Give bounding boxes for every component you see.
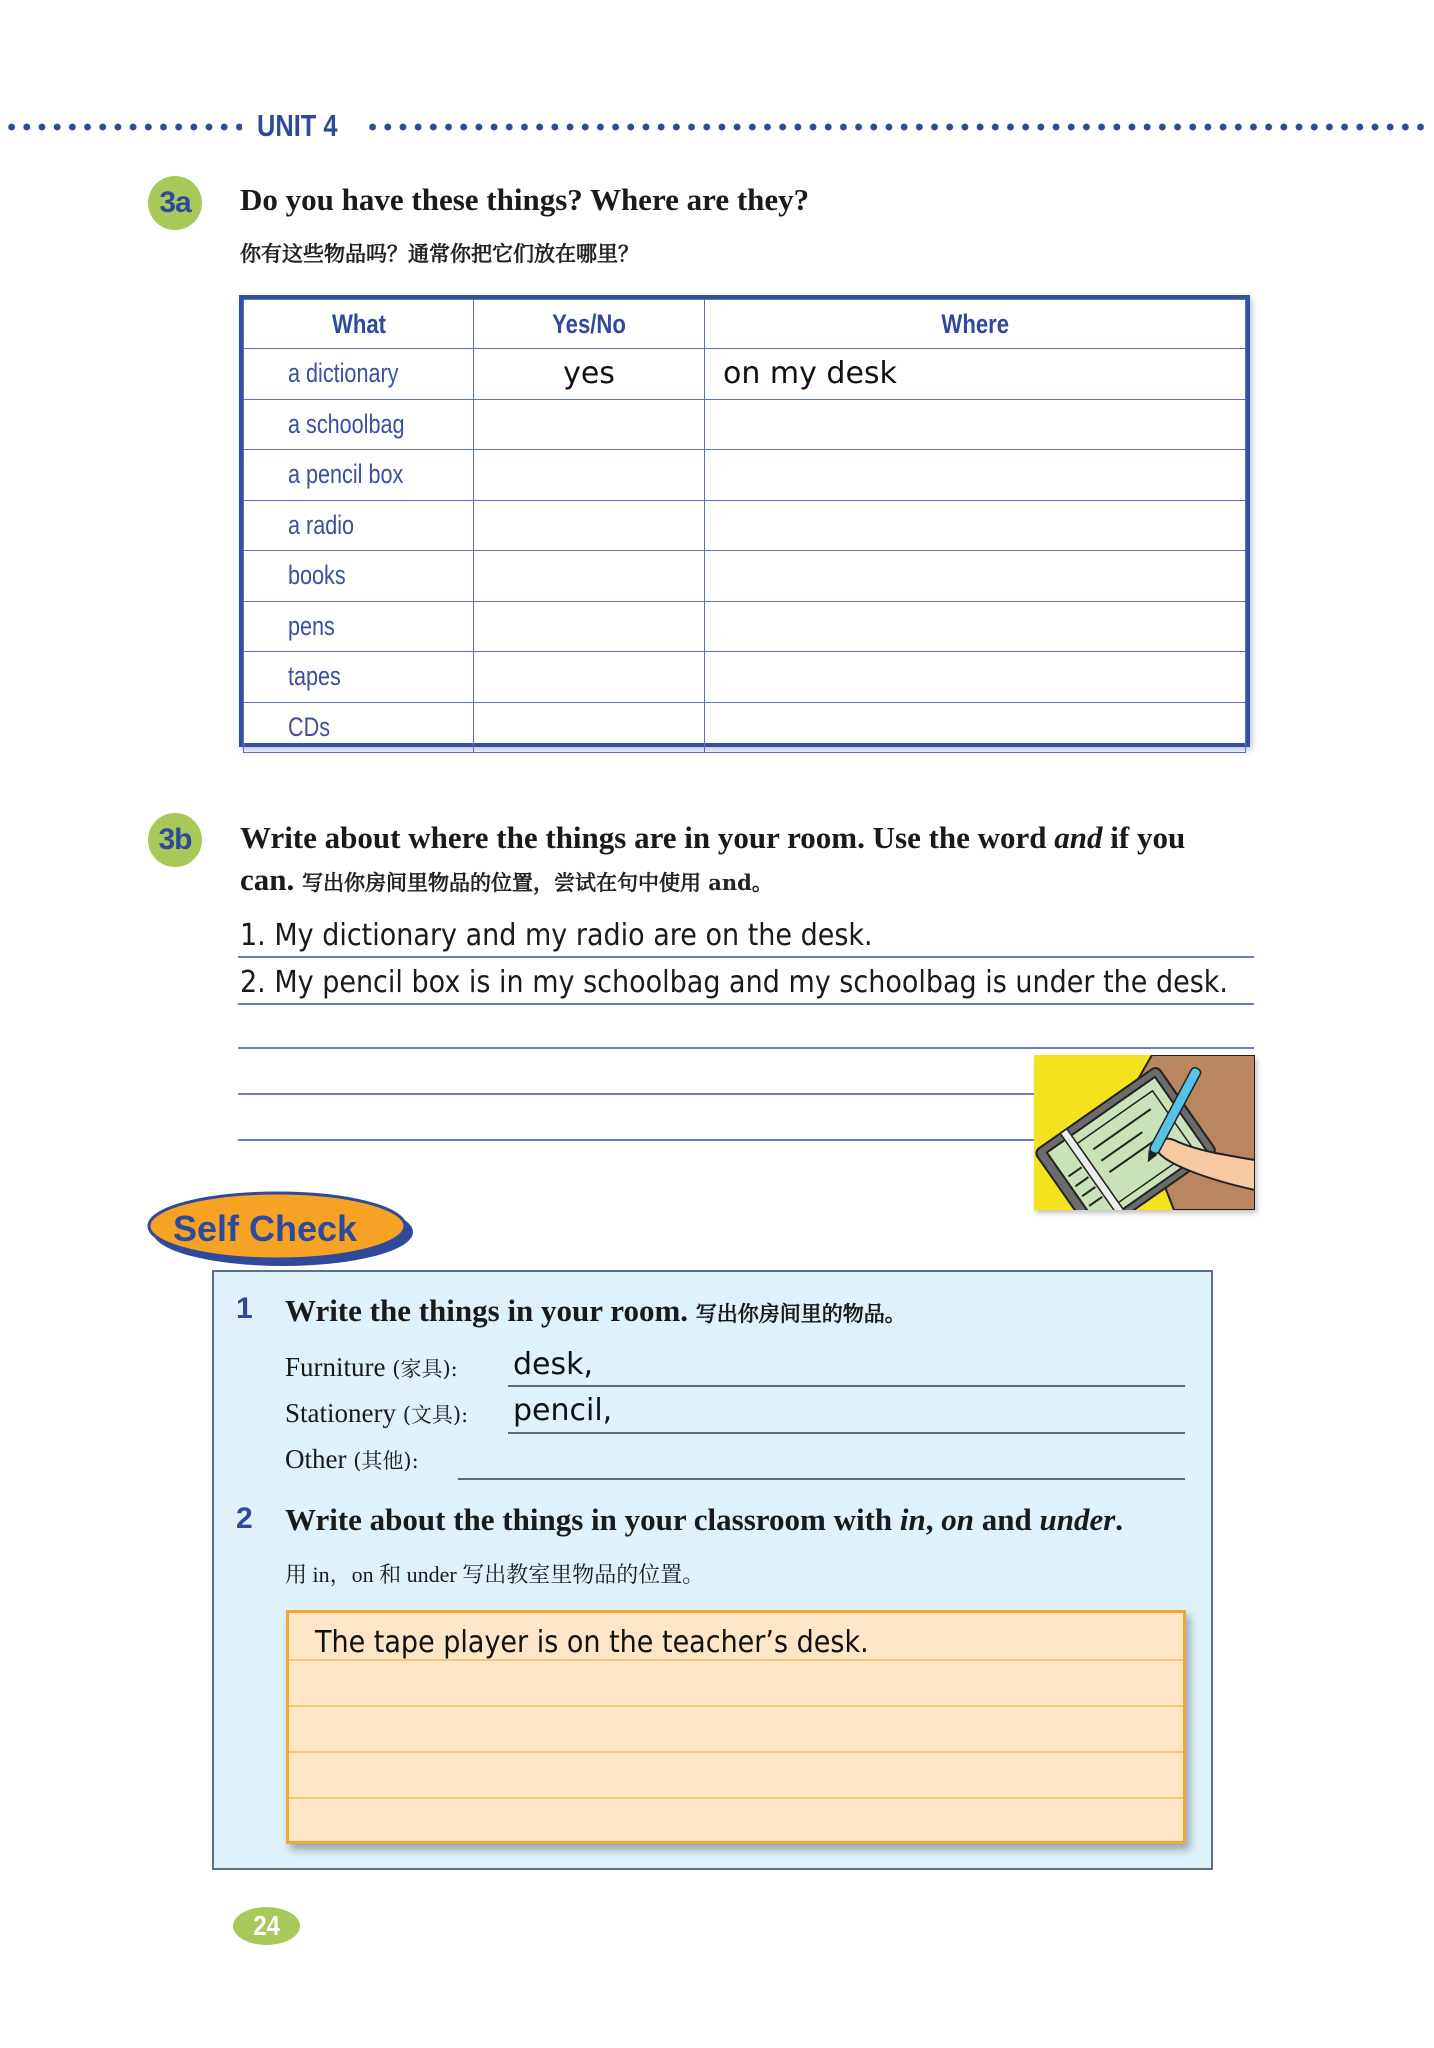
q2-text-cn: 用 in，on 和 under 写出教室里物品的位置。 [285, 1562, 705, 1587]
other-answer-line[interactable] [458, 1478, 1185, 1480]
cell-what: books [244, 551, 474, 602]
writing-line [289, 1705, 1183, 1707]
cell-yes-no[interactable]: yes [474, 349, 705, 400]
q2-answer[interactable]: The tape player is on the teacher’s desk. [315, 1625, 869, 1660]
table-row [244, 500, 1246, 551]
table-row [244, 652, 1246, 703]
badge-label: 3a [159, 186, 191, 219]
table-row [244, 702, 1246, 753]
cell-what: CDs [244, 702, 474, 753]
cell-where[interactable]: on my desk [705, 349, 1246, 400]
furniture-answer[interactable]: desk, [513, 1347, 594, 1382]
other-label: Other (其他): [285, 1444, 419, 1474]
instruction-3a-cn: 你有这些物品吗？通常你把它们放在哪里？ [240, 241, 639, 266]
q1-number: 1 [236, 1292, 253, 1325]
cell-what: a dictionary [244, 349, 474, 400]
badge-label: 3b [158, 823, 192, 856]
q2-text: Write about the things in your classroom with in, on and under. [285, 1502, 1124, 1537]
table-row [244, 450, 1246, 501]
table-row [244, 551, 1246, 602]
cell-what: tapes [244, 652, 474, 703]
cell-where[interactable] [705, 551, 1246, 602]
unit-title: UNIT 4 [257, 108, 338, 143]
cell-yes-no[interactable] [474, 500, 705, 551]
cell-what: pens [244, 601, 474, 652]
page-number: 24 [253, 1910, 280, 1941]
instruction-3b-line2: can. 写出你房间里物品的位置，尝试在句中使用 and。 [240, 862, 773, 897]
table-row [244, 399, 1246, 450]
writing-line [289, 1797, 1183, 1799]
furniture-answer-line[interactable] [508, 1385, 1185, 1387]
table-row [244, 349, 1246, 400]
cell-yes-no[interactable] [474, 652, 705, 703]
cell-yes-no[interactable] [474, 702, 705, 753]
self-check-title: Self Check [173, 1208, 358, 1249]
cell-yes-no[interactable] [474, 551, 705, 602]
dotted-rule-right [365, 123, 1430, 131]
cell-what: a pencil box [244, 450, 474, 501]
col-header-where: Where [705, 300, 1246, 349]
page-number-badge [233, 1907, 300, 1945]
q1-text: Write the things in your room. 写出你房间里的物品。 [285, 1293, 906, 1328]
furniture-label: Furniture (家具): [285, 1352, 458, 1382]
instruction-3a: Do you have these things? Where are they? [240, 182, 810, 217]
cell-where[interactable] [705, 500, 1246, 551]
writing-line [238, 1003, 1254, 1005]
writing-line-empty[interactable] [238, 1047, 1254, 1049]
cell-where[interactable] [705, 450, 1246, 501]
cell-yes-no[interactable] [474, 450, 705, 501]
writing-line [289, 1751, 1183, 1753]
writing-line-empty[interactable] [238, 1139, 1034, 1141]
writing-line [238, 956, 1254, 958]
cell-where[interactable] [705, 652, 1246, 703]
answer-line-1[interactable]: 1. My dictionary and my radio are on the desk. [240, 918, 873, 953]
cell-what: a radio [244, 500, 474, 551]
things-table [239, 295, 1250, 747]
cell-what: a schoolbag [244, 399, 474, 450]
stationery-label: Stationery (文具): [285, 1398, 469, 1428]
stationery-answer[interactable]: pencil, [513, 1393, 613, 1428]
cell-where[interactable] [705, 601, 1246, 652]
writing-line-empty[interactable] [238, 1093, 1034, 1095]
table-row [244, 601, 1246, 652]
dotted-rule-left [4, 123, 242, 131]
table-header-row [244, 300, 1246, 349]
col-header-what: What [244, 300, 474, 349]
badge-3b [148, 813, 202, 867]
col-header-yes-no: Yes/No [474, 300, 705, 349]
q2-number: 2 [236, 1502, 253, 1535]
instruction-3b-cn: 写出你房间里物品的位置，尝试在句中使用 and。 [302, 870, 773, 895]
stationery-answer-line[interactable] [508, 1432, 1185, 1434]
q2-writing-box[interactable] [286, 1610, 1186, 1844]
writing-in-notebook-illustration [1034, 1055, 1255, 1210]
cell-yes-no[interactable] [474, 399, 705, 450]
cell-where[interactable] [705, 702, 1246, 753]
badge-3a [148, 176, 202, 230]
answer-line-2[interactable]: 2. My pencil box is in my schoolbag and my schoolbag is under the desk. [240, 965, 1229, 1000]
instruction-3b: Write about where the things are in your room. Use the word and if you [240, 820, 1186, 855]
cell-where[interactable] [705, 399, 1246, 450]
cell-yes-no[interactable] [474, 601, 705, 652]
